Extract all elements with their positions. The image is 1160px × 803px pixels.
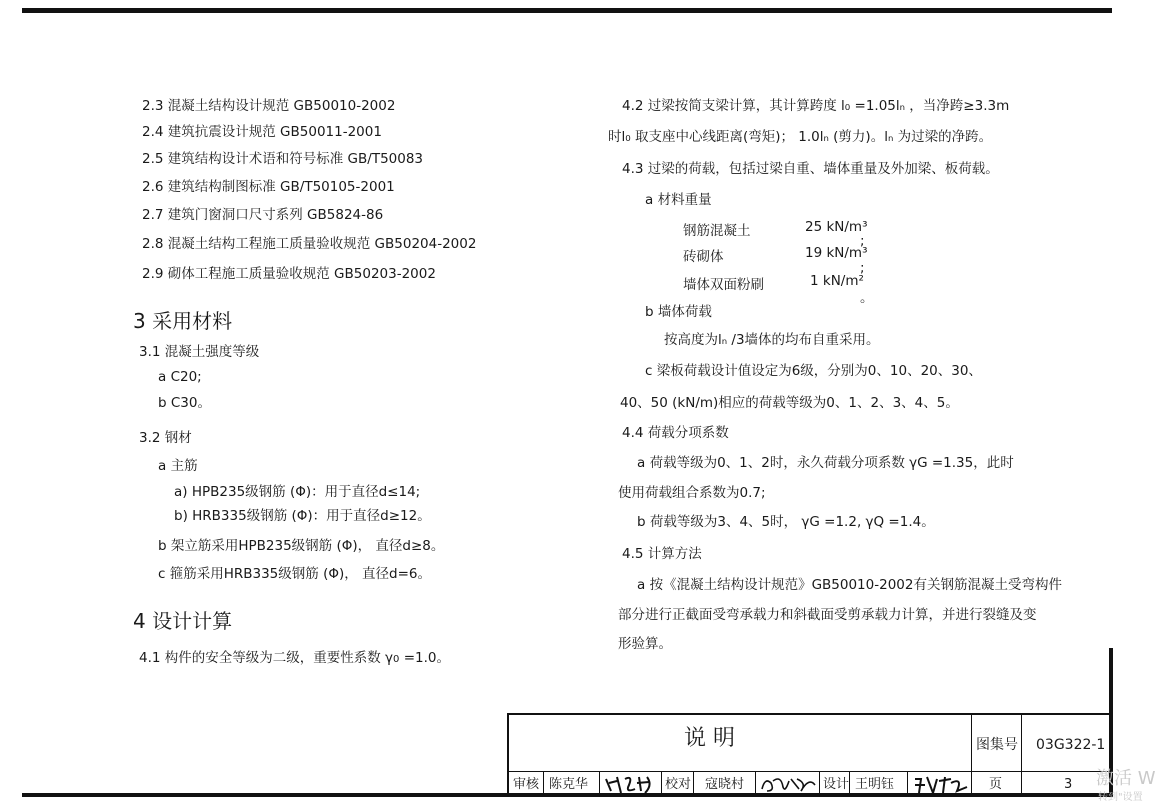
title-block-divider	[755, 771, 756, 797]
review-label: 审核	[513, 777, 540, 792]
ref-item: 2.6 建筑结构制图标准 GB/T50105-2001	[142, 179, 395, 195]
title-block-divider	[1021, 715, 1022, 797]
material-value: 1 kN/m²	[810, 273, 864, 289]
title-block-divider	[849, 771, 850, 797]
check-label: 校对	[665, 777, 692, 792]
s41-text: 4.1 构件的安全等级为二级，重要性系数 γ0 =1.0。	[139, 650, 450, 666]
title-block-divider	[599, 771, 600, 797]
s45-heading: 4.5 计算方法	[622, 546, 702, 562]
page-label: 页	[989, 777, 1003, 792]
material-value: 19 kN/m³	[805, 245, 868, 261]
s43-item-b: b 墙体荷载	[645, 304, 712, 320]
material-mark: ;	[860, 233, 865, 249]
s43-item-c-line2: 40、50 (kN/m)相应的荷载等级为0、1、2、3、4、5。	[620, 395, 959, 411]
material-name: 砖砌体	[683, 249, 724, 265]
s31-item-a: a C20;	[158, 369, 202, 385]
s44-item-a-line1: a 荷载等级为0、1、2时，永久荷载分项系数 γG =1.35，此时	[637, 455, 1014, 471]
ref-item: 2.5 建筑结构设计术语和符号标准 GB/T50083	[142, 151, 424, 167]
page-number: 3	[1064, 777, 1073, 792]
reviewer-name: 陈克华	[549, 777, 589, 792]
s42-line2: 时l₀ 取支座中心线距离(弯矩)； 1.0lₙ (剪力)。lₙ 为过梁的净跨。	[608, 129, 993, 145]
section-4-heading: 4 设计计算	[133, 609, 233, 633]
ref-item: 2.3 混凝土结构设计规范 GB50010-2002	[142, 98, 396, 114]
s45-item-a-line1: a 按《混凝土结构设计规范》GB50010-2002有关钢筋混凝土受弯构件	[637, 577, 1062, 593]
material-name: 墙体双面粉刷	[683, 277, 764, 293]
title-block-divider	[693, 771, 694, 797]
ref-item: 2.4 建筑抗震设计规范 GB50011-2001	[142, 124, 382, 140]
s31-item-b: b C30。	[158, 395, 211, 411]
title-block-divider	[661, 771, 662, 797]
design-label: 设计	[823, 777, 850, 792]
material-value: 25 kN/m³	[805, 219, 868, 235]
s43-heading: 4.3 过梁的荷载，包括过梁自重、墙体重量及外加梁、板荷载。	[622, 161, 999, 177]
designer-name: 王明钰	[855, 777, 895, 792]
sheet-title: 说 明	[684, 726, 735, 751]
checker-name: 寇晓村	[705, 777, 745, 792]
s44-heading: 4.4 荷载分项系数	[622, 425, 729, 441]
title-block	[507, 713, 1112, 797]
s31-heading: 3.1 混凝土强度等级	[139, 344, 260, 360]
top-border-rule	[22, 8, 1112, 13]
s43-item-c-line1: c 梁板荷载设计值设定为6级，分别为0、10、20、30、	[645, 363, 982, 379]
s43-item-b-text: 按高度为lₙ /3墙体的均布自重采用。	[664, 332, 880, 348]
section-3-heading: 3 采用材料	[133, 309, 233, 333]
title-block-divider	[907, 771, 908, 797]
s32-item-a: a 主筋	[158, 458, 198, 474]
material-mark: 。	[860, 290, 874, 306]
atlas-label: 图集号	[976, 737, 1018, 753]
ref-item: 2.8 混凝土结构工程施工质量验收规范 GB50204-2002	[142, 236, 477, 252]
ref-item: 2.7 建筑门窗洞口尺寸系列 GB5824-86	[142, 207, 384, 223]
reviewer-signature	[603, 773, 659, 795]
material-name: 钢筋混凝土	[683, 223, 751, 239]
s43-item-a: a 材料重量	[645, 192, 712, 208]
s32-item-a1: a) HPB235级钢筋 (Φ)：用于直径d≤14;	[174, 484, 421, 500]
s42-line1: 4.2 过梁按简支梁计算，其计算跨度 l₀ =1.05lₙ ，当净跨≥3.3m	[622, 98, 1010, 114]
activation-watermark-sub: 转到"设置	[1098, 792, 1143, 803]
s32-heading: 3.2 钢材	[139, 430, 192, 446]
ref-item: 2.9 砌体工程施工质量验收规范 GB50203-2002	[142, 266, 436, 282]
checker-signature	[759, 773, 817, 795]
atlas-number: 03G322-1	[1036, 737, 1106, 753]
designer-signature	[911, 773, 969, 795]
material-mark: ;	[860, 260, 865, 276]
s32-item-a2: b) HRB335级钢筋 (Φ)：用于直径d≥12。	[174, 508, 431, 524]
s44-item-a-line2: 使用荷载组合系数为0.7;	[618, 485, 766, 501]
s45-item-a-line2: 部分进行正截面受弯承载力和斜截面受剪承载力计算，并进行裂缝及变	[618, 607, 1037, 623]
title-block-divider	[971, 715, 972, 797]
s45-item-a-line3: 形验算。	[618, 636, 672, 652]
title-block-divider	[819, 771, 820, 797]
s44-item-b: b 荷载等级为3、4、5时， γG =1.2, γQ =1.4。	[637, 514, 935, 530]
s32-item-c: c 箍筋采用HRB335级钢筋 (Φ)， 直径d=6。	[158, 566, 431, 582]
title-block-divider	[543, 771, 544, 797]
s32-item-b: b 架立筋采用HPB235级钢筋 (Φ)， 直径d≥8。	[158, 538, 445, 554]
activation-watermark: 激活 W	[1096, 768, 1156, 789]
